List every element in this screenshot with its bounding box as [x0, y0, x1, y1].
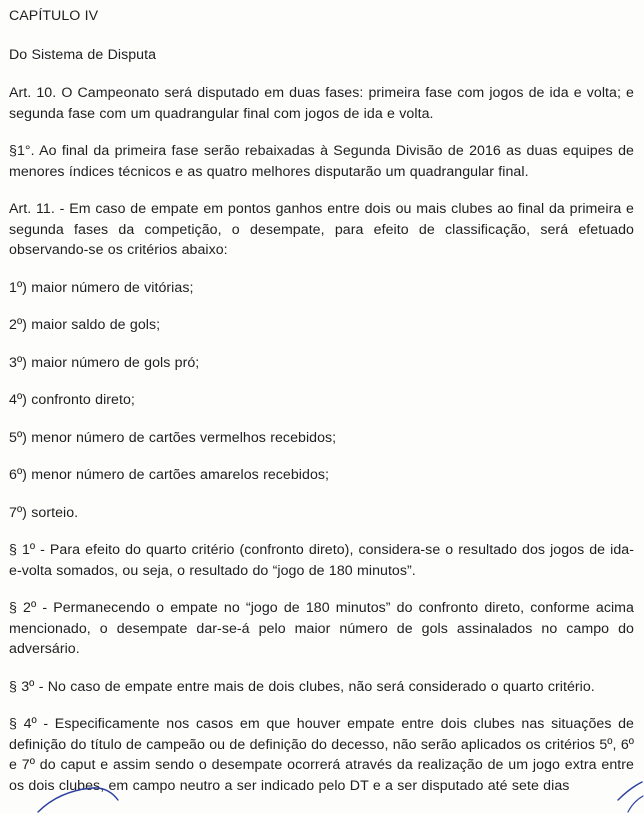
article-10: Art. 10. O Campeonato será disputado em duas fases: primeira fase com jogos de ida e volta; e segunda fase com um quadrangular final com jogos de ida e volta.: [9, 85, 634, 122]
criterion-3: 3º) maior número de gols pró;: [9, 354, 200, 371]
section-title: Do Sistema de Disputa: [9, 46, 157, 63]
article-11: Art. 11. - Em caso de empate em pontos ganhos entre dois ou mais clubes ao final da primeira e segunda fases da competição, o desempate, para efeito de classificação, será efetuado observando-se os critérios abaixo:: [9, 201, 634, 258]
criterion-7: 7º) sorteio.: [9, 504, 79, 521]
criterion-5: 5º) menor número de cartões vermelhos recebidos;: [9, 429, 337, 446]
article-11-paragraph-1: § 1º - Para efeito do quarto critério (confronto direto), considera-se o resultado dos jogos de ida-e-volta somados, ou seja, o resultado do “jogo de 180 minutos”.: [9, 542, 634, 579]
document-body: [9, 6, 634, 813]
article-11-paragraph-2: § 2º - Permanecendo o empate no “jogo de 180 minutos” do confronto direto, conforme acima mencionado, o desempate dar-se-á pelo maior número de gols assinalados no campo do adversário.: [9, 600, 634, 657]
article-11-paragraph-4: § 4º - Especificamente nos casos em que houver empate entre dois clubes nas situações de definição do título de campeão ou de definição do decesso, não serão aplicados os critérios 5º, 6º e 7º do caput e assim sendo o desempate ocorrerá através da realização de um jogo extra entre os dois clubes, em campo neutro a ser indicado pelo DT e a ser disputado até sete dias: [9, 716, 634, 794]
criterion-6: 6º) menor número de cartões amarelos recebidos;: [9, 467, 330, 483]
criterion-1: 1º) maior número de vitórias;: [9, 279, 194, 296]
chapter-heading: CAPÍTULO IV: [9, 8, 99, 24]
criterion-4: 4º) confronto direto;: [9, 392, 135, 408]
criterion-2: 2º) maior saldo de gols;: [9, 317, 161, 333]
article-10-paragraph-1: §1°. Ao final da primeira fase serão rebaixadas à Segunda Divisão de 2016 as duas equipes de menores índices técnicos e as quatro melhores disputarão um quadrangular final.: [9, 143, 634, 180]
article-11-paragraph-3: § 3º - No caso de empate entre mais de dois clubes, não será considerado o quarto critério.: [9, 678, 595, 695]
